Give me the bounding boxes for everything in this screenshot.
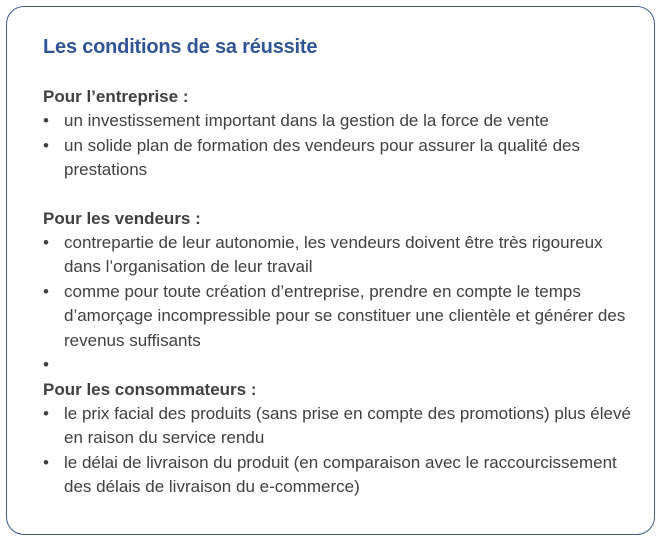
section-heading-entreprise: Pour l’entreprise : bbox=[43, 87, 189, 106]
bullet-list-consommateurs bbox=[43, 402, 634, 500]
conditions-card bbox=[6, 6, 655, 535]
card-title: Les conditions de sa réussite bbox=[43, 36, 318, 58]
list-item: • un solide plan de formation des vendeurs pour assurer la qualité des prestations bbox=[43, 134, 634, 183]
section-vendeurs bbox=[43, 207, 634, 378]
list-item: • le prix facial des produits (sans prise en compte des promotions) plus élevé en raison du service rendu bbox=[43, 402, 634, 451]
list-item: • contrepartie de leur autonomie, les vendeurs doivent être très rigoureux dans l’organisation de leur travail bbox=[43, 231, 634, 280]
section-heading-vendeurs: Pour les vendeurs : bbox=[43, 208, 201, 228]
list-item-empty bbox=[43, 353, 634, 378]
section-entreprise bbox=[43, 85, 634, 183]
list-item: • un investissement important dans la gestion de la force de vente bbox=[43, 109, 634, 134]
list-item: • comme pour toute création d’entreprise, prendre en compte le temps d’amorçage incompressible pour se constituer une clientèle et générer des revenus suffisants bbox=[43, 280, 634, 354]
bullet-list-vendeurs bbox=[43, 231, 634, 378]
section-heading-consommateurs: Pour les consommateurs : bbox=[43, 379, 257, 399]
list-item: • le délai de livraison du produit (en comparaison avec le raccourcissement des délais de livraison du e-commerce) bbox=[43, 451, 634, 500]
bullet-list-entreprise bbox=[43, 109, 634, 183]
section-consommateurs bbox=[43, 378, 634, 500]
